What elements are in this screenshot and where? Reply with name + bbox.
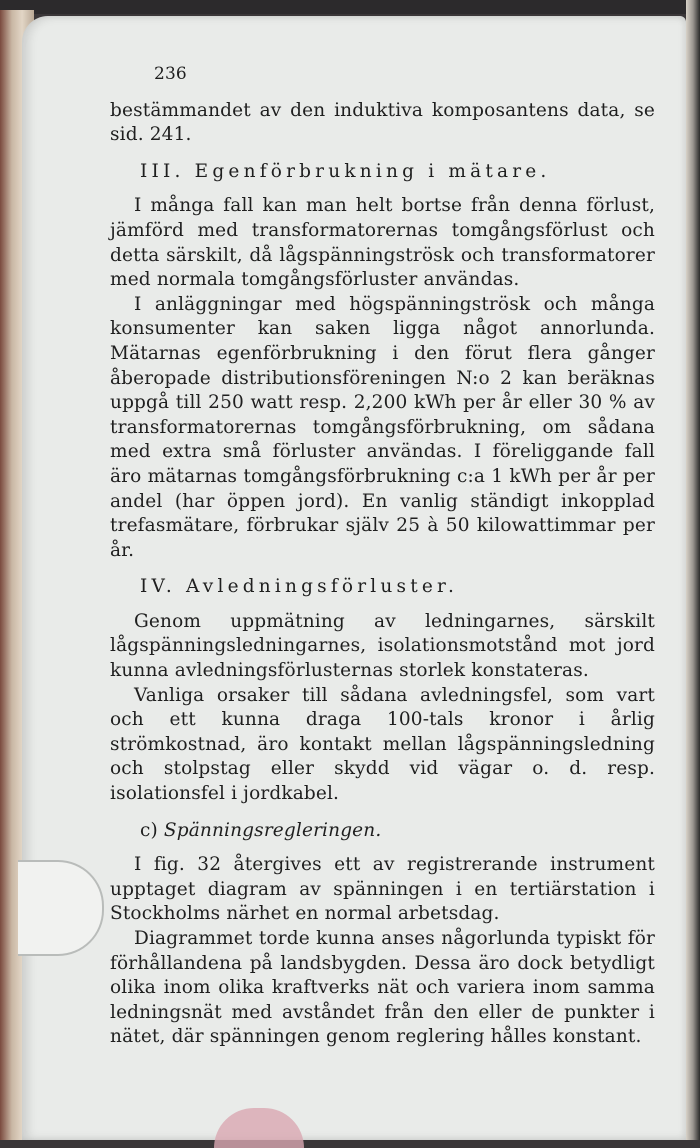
paragraph: Vanliga orsaker till sådana avledningsfel, som vart och ett kunna draga 100-tals kronor i årlig strömkostnad, äro kontakt mellan lågspänningsledning och stolpstag eller skydd vid vägar o. d. resp. isolationsfel i jordkabel. [110, 684, 655, 805]
paragraph: Diagrammet torde kunna anses någorlunda typiskt för förhållandena på landsbygden. Dessa äro dock betydligt olika inom olika kraftverks nät och variera inom samma ledningsnät med avståndet från den eller de punkter i nätet, där spänningen genom reglering hålles konstant. [110, 928, 655, 1048]
subsection-label: c) [140, 819, 158, 841]
page-number: 236 [154, 64, 187, 84]
page-text [110, 62, 655, 1050]
paragraph: Genom uppmätning av ledningarnes, särskilt lågspänningsledningarnes, isolationsmotstånd mot jord kunna avledningsförlusternas storlek konstateras. [110, 610, 655, 682]
book-cover-edge [0, 0, 700, 14]
subsection-heading [140, 819, 655, 844]
thumb-index-tab [18, 860, 104, 956]
section-heading-3: III. Egenförbrukning i mätare. [140, 160, 551, 182]
lead-paragraph: bestämmandet av den induktiva komposantens data, se sid. 241. [110, 99, 655, 146]
subsection-title: Spänningsregleringen. [163, 819, 382, 841]
book-right-edge [686, 0, 700, 1140]
paragraph: I många fall kan man helt bortse från denna förlust, jämförd med transformatorernas tomgångsförlust och detta särskilt, då lågspänningströsk och transformatorer med normala tomgångsförluster användas. [110, 195, 655, 291]
section-heading-4: IV. Avledningsförluster. [140, 576, 459, 598]
paragraph: I anläggningar med högspänningströsk och många konsumenter kan saken ligga något annorlunda. Mätarnas egenförbrukning i den förut flera gånger åberopade distributionsföreningen N:o 2 kan beräknas uppgå till 250 watt resp. 2,200 kWh per år eller 30 % av transformatorernas tomgångsförbrukning, om sådana med extra små förluster användas. I föreliggande fall äro mätarnas tomgångsförbrukning c:a 1 kWh per år per andel (har öppen jord). En vanlig ständigt inkopplad trefasmätare, förbrukar själv 25 à 50 kilowattimmar per år. [110, 293, 655, 561]
paragraph: I fig. 32 återgives ett av registrerande instrument upptaget diagram av spänningen i en tertiärstation i Stockholms närhet en normal arbetsdag. [110, 854, 655, 925]
